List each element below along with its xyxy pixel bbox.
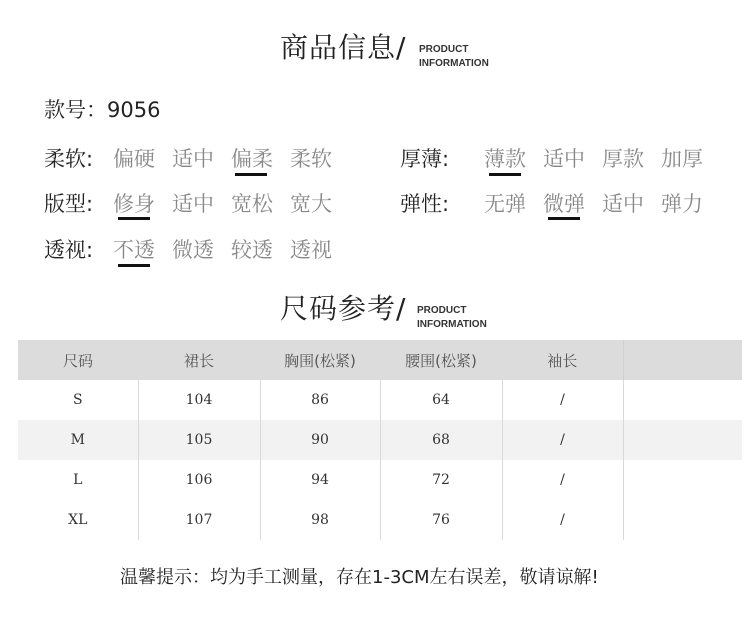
header-skirt-length: 裙长 (138, 340, 260, 380)
elasticity-option-1: 无弹 (484, 192, 526, 216)
measurement-note: 温馨提示：均为手工测量，存在1-3CM左右误差，敬请谅解! (120, 567, 599, 588)
softness-option-3: 偏柔 (231, 147, 273, 171)
cell-size: L (73, 472, 83, 488)
transparency-option-1: 不透 (113, 238, 155, 262)
header-bust: 胸围(松紧) (260, 340, 380, 380)
thickness-selected-underline (489, 173, 521, 176)
cell-empty (623, 420, 742, 460)
cell-sleeve-length: / (502, 420, 623, 460)
header-waist: 腰围(松紧) (380, 340, 502, 380)
cell-empty (623, 500, 742, 540)
cell-sleeve-length: / (502, 500, 623, 540)
cell-bust: 94 (260, 460, 380, 500)
fit-option-2: 适中 (172, 192, 214, 216)
transparency-option-4: 透视 (290, 238, 332, 262)
cell-size: S (72, 392, 83, 408)
header-size: 尺码 (18, 340, 138, 380)
table-header-row (18, 340, 742, 380)
cell-waist: 64 (380, 380, 502, 420)
cell-size: M (18, 420, 138, 460)
cell-empty (623, 460, 742, 500)
fit-option-1: 修身 (113, 192, 155, 216)
table-row (18, 460, 742, 500)
elasticity-option-4: 弹力 (661, 192, 703, 216)
cell-skirt-length: 106 (138, 460, 260, 500)
transparency-selected-underline (118, 264, 150, 267)
cell-size: XL (68, 512, 88, 528)
fit-option-4: 宽大 (290, 192, 332, 216)
attr-label-elasticity: 弹性: (400, 192, 450, 216)
attr-label-thickness: 厚薄: (400, 147, 450, 171)
thickness-option-4: 加厚 (661, 147, 703, 171)
subtitle-line-1: PRODUCT (417, 305, 467, 316)
elasticity-option-3: 适中 (602, 192, 644, 216)
transparency-option-2: 微透 (172, 238, 214, 262)
cell-skirt-length: 107 (138, 500, 260, 540)
thickness-option-1: 薄款 (484, 147, 526, 171)
subtitle-line-1: PRODUCT (419, 44, 469, 55)
cell-skirt-length: 104 (138, 380, 260, 420)
section-subtitle-en (419, 43, 489, 71)
softness-selected-underline (235, 173, 267, 176)
cell-bust: 86 (260, 380, 380, 420)
header-empty (623, 340, 742, 380)
softness-option-1: 偏硬 (113, 147, 155, 171)
attr-label-softness: 柔软: (44, 147, 94, 171)
section-title-size-reference: 尺码参考/ (280, 292, 407, 325)
cell-waist: 76 (380, 500, 502, 540)
fit-selected-underline (118, 217, 150, 220)
thickness-option-2: 适中 (543, 147, 585, 171)
cell-bust: 90 (260, 420, 380, 460)
table-row (18, 420, 742, 460)
elasticity-option-2: 微弹 (543, 192, 585, 216)
fit-option-3: 宽松 (231, 192, 273, 216)
table-row (18, 500, 742, 540)
style-number: 款号：9056 (44, 98, 161, 122)
cell-skirt-length: 105 (138, 420, 260, 460)
attr-label-transparency: 透视: (44, 238, 94, 262)
softness-option-2: 适中 (172, 147, 214, 171)
cell-waist: 72 (380, 460, 502, 500)
size-table (18, 340, 742, 540)
subtitle-line-2: INFORMATION (417, 319, 487, 330)
cell-waist: 68 (380, 420, 502, 460)
header-sleeve-length: 袖长 (502, 340, 623, 380)
cell-sleeve-length: / (502, 380, 623, 420)
thickness-option-3: 厚款 (602, 147, 644, 171)
table-row (18, 380, 742, 420)
section-subtitle-en-2 (417, 304, 487, 332)
transparency-option-3: 较透 (231, 238, 273, 262)
subtitle-line-2: INFORMATION (419, 58, 489, 69)
attr-label-fit: 版型: (44, 192, 94, 216)
cell-bust: 98 (260, 500, 380, 540)
section-title-product-info: 商品信息/ (280, 31, 407, 64)
cell-empty (623, 380, 742, 420)
softness-option-4: 柔软 (290, 147, 332, 171)
cell-sleeve-length: / (502, 460, 623, 500)
elasticity-selected-underline (548, 217, 580, 220)
